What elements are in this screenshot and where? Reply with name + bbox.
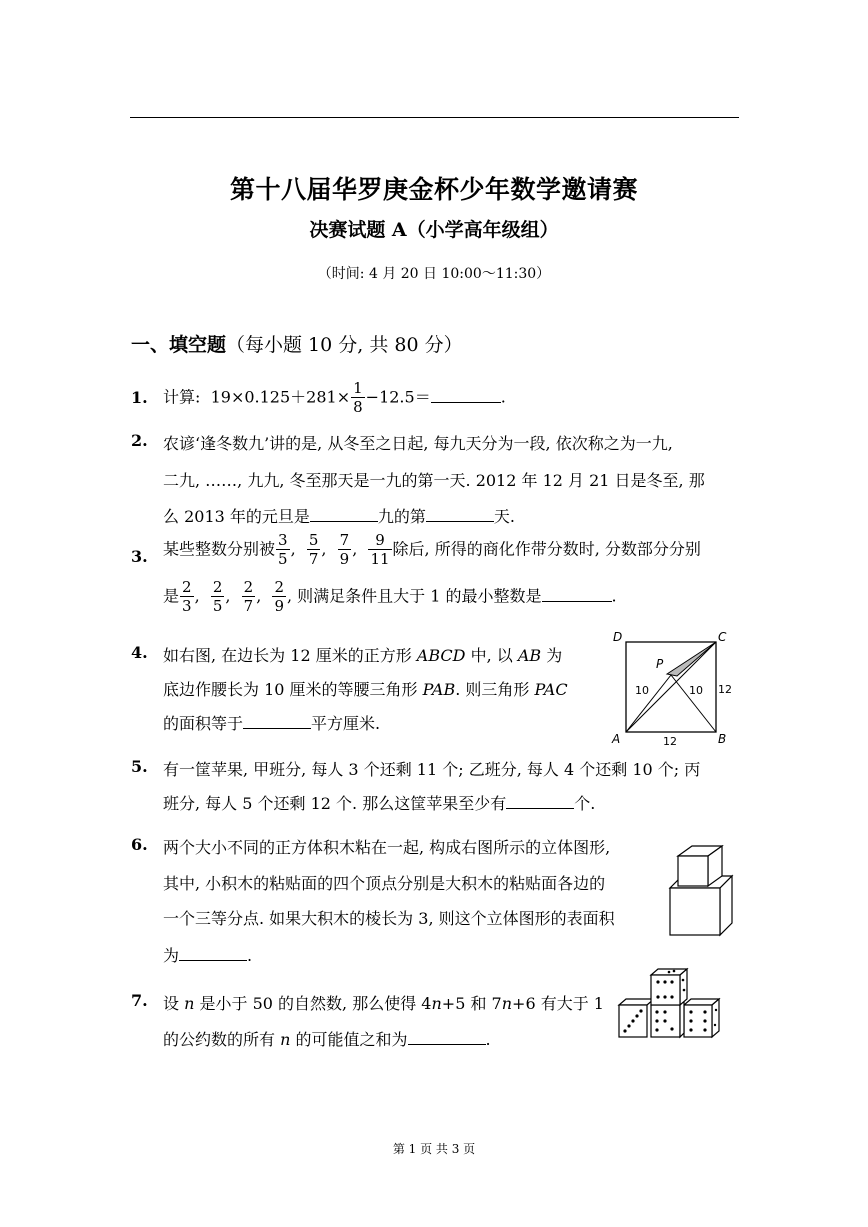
q7-var: n: [184, 994, 195, 1013]
q2-line-3: [163, 504, 515, 527]
denominator: 9: [339, 550, 350, 568]
denominator: 7: [243, 597, 254, 615]
fraction: [242, 580, 256, 614]
denominator: 3: [182, 597, 192, 615]
label-a: A: [612, 732, 621, 746]
q3-end: .: [611, 586, 617, 606]
q3-line-1: 某些整数分别被 $\frac{3}{5}$ , $\frac{5}{7}$ , $\frac{7}{9}$ , $\frac{9}{11}$ 除后, 所得的商化作带分数时, 分数部分分别: [163, 531, 701, 568]
q7-line-2: [163, 1027, 491, 1050]
numerator: 7: [339, 531, 350, 549]
q4-var: ABCD: [416, 646, 466, 665]
q5-text: 班分, 每人 5 个还剩 12 个. 那么这筐苹果至少有: [163, 794, 507, 813]
numerator: 2: [182, 578, 192, 596]
q6-line-1: 两个大小不同的正方体积木粘在一起, 构成右图所示的立体图形,: [163, 838, 611, 857]
fraction: [351, 381, 365, 415]
q7-line-1: [163, 991, 604, 1014]
numerator: 2: [212, 578, 223, 596]
question-number: 5.: [131, 757, 148, 776]
die-left-top: [619, 999, 654, 1005]
q6-line-2: 其中, 小积木的粘贴面的四个顶点分别是大积木的粘贴面各边的: [163, 874, 606, 893]
label-c: C: [718, 630, 727, 644]
denominator: 9: [274, 597, 284, 615]
fraction: [180, 580, 194, 614]
small-cube-front: [678, 856, 708, 886]
question-number: 7.: [131, 991, 148, 1010]
q4-text: 底边作腰长为 10 厘米的等腰三角形: [163, 680, 423, 699]
numerator: 3: [278, 531, 288, 549]
denominator: 5: [212, 597, 223, 615]
q6-line-4: [163, 943, 252, 966]
label-pb-length: 10: [689, 684, 703, 697]
q5-line-1: 有一筐苹果, 甲班分, 每人 3 个还剩 11 个; 乙班分, 每人 4 个还剩 10 个; 丙: [163, 760, 701, 779]
numerator: 2: [274, 578, 284, 596]
q6-text: .: [247, 946, 253, 965]
q7-text: +5 和 7: [441, 994, 502, 1013]
q2-text: 么 2013 年的元旦是: [163, 507, 310, 526]
q7-text: 的公约数的所有: [163, 1030, 281, 1049]
q2-text: 九的第: [377, 507, 426, 526]
q3-text: 除后, 所得的商化作带分数时, 分数部分分别: [392, 539, 701, 559]
q4-line-2: [163, 677, 568, 700]
die-middle-top-side: [680, 969, 687, 1005]
die-middle-bottom-side: [680, 1001, 684, 1037]
question-number: 6.: [131, 835, 148, 854]
q4-text: . 则三角形: [455, 680, 535, 699]
top-rule: [130, 117, 739, 118]
q4-text: 为: [541, 646, 563, 665]
q7-text: .: [485, 1030, 491, 1049]
q1-line: [163, 381, 506, 415]
fraction: [307, 533, 321, 567]
question-number: 3.: [131, 547, 148, 566]
numerator: 9: [368, 533, 391, 550]
question-number: 1.: [131, 388, 148, 407]
q4-var: PAB: [422, 680, 456, 699]
denominator: 8: [353, 398, 363, 416]
figure-stacked-cubes: [662, 838, 742, 943]
q2-text: 天.: [493, 507, 516, 526]
die-middle-top-front: [651, 975, 680, 1005]
numerator: 2: [243, 578, 254, 596]
answer-blank[interactable]: [506, 791, 574, 809]
q4-line-1: [163, 643, 562, 666]
q4-text: 的面积等于: [163, 714, 244, 733]
big-cube-front: [670, 888, 720, 935]
fraction: [338, 533, 352, 567]
answer-blank[interactable]: [243, 711, 311, 729]
label-base-length: 12: [663, 735, 677, 748]
exam-subtitle: 决赛试题 A（小学高年级组）: [309, 219, 559, 241]
q1-end: .: [500, 387, 506, 407]
fraction: [272, 580, 286, 614]
q7-text: 的可能值之和为: [290, 1030, 408, 1049]
numerator: 5: [308, 531, 319, 549]
q5-text: 个.: [574, 794, 596, 813]
label-p: P: [656, 657, 664, 671]
answer-blank[interactable]: [310, 504, 378, 522]
q1-expr-part1: 19×0.125＋281×: [210, 387, 351, 407]
q1-text-prefix: 计算:: [163, 387, 201, 407]
section-title: 一、填空题: [131, 334, 227, 356]
q5-line-2: [163, 791, 595, 814]
denominator: 5: [278, 550, 288, 568]
denominator: 11: [370, 550, 390, 568]
figure-square-triangle: [608, 628, 738, 748]
answer-blank[interactable]: [179, 943, 247, 961]
fraction: [276, 533, 290, 567]
q4-var: PAC: [534, 680, 568, 699]
q7-var: n: [501, 994, 513, 1013]
q4-line-3: [163, 711, 380, 734]
question-number: 4.: [131, 643, 148, 662]
q4-text: 平方厘米.: [311, 714, 381, 733]
figure-dice: [614, 965, 726, 1043]
exam-time: （时间: 4 月 20 日 10:00～11:30）: [317, 266, 551, 282]
q4-text: 如右图, 在边长为 12 厘米的正方形: [163, 646, 417, 665]
page-footer: 第 1 页 共 3 页: [392, 1142, 476, 1156]
q4-text: 中, 以: [465, 646, 518, 665]
label-side-length: 12: [718, 683, 732, 696]
section-points: （每小题 10 分, 共 80 分）: [226, 334, 463, 356]
die-right-side: [712, 999, 719, 1037]
q2-line-1: 农谚‘逢冬数九’讲的是, 从冬至之日起, 每九天分为一段, 依次称之为一九,: [163, 434, 673, 453]
label-d: D: [613, 630, 623, 644]
q7-text: +6 有大于 1: [512, 994, 604, 1013]
q3-text: 某些整数分别被: [163, 539, 276, 559]
q3-line-2: 是 $\frac{2}{3}$ , $\frac{2}{5}$ , $\frac{2}{7}$ , $\frac{2}{9}$ , 则满足条件且大于 1 的最小整数是 .: [163, 578, 617, 615]
fraction: [368, 533, 391, 567]
q6-line-3: 一个三等分点. 如果大积木的棱长为 3, 则这个立体图形的表面积: [163, 909, 615, 928]
q2-line-2: 二九, ……, 九九, 冬至那天是一九的第一天. 2012 年 12 月 21 日是冬至, 那: [163, 471, 705, 490]
q6-text: 为: [163, 946, 180, 965]
denominator: 7: [308, 550, 319, 568]
q3-text: , 则满足条件且大于 1 的最小整数是: [287, 586, 542, 606]
q4-var: AB: [517, 646, 542, 665]
q7-var: n: [431, 994, 442, 1013]
q7-text: 设: [163, 994, 185, 1013]
fraction: [211, 580, 225, 614]
numerator: 1: [353, 379, 363, 397]
q7-var: n: [280, 1030, 291, 1049]
answer-blank[interactable]: [426, 504, 494, 522]
q7-text: 是小于 50 的自然数, 那么使得 4: [194, 994, 432, 1013]
question-number: 2.: [131, 431, 148, 450]
answer-blank[interactable]: [542, 584, 612, 602]
exam-title: 第十八届华罗庚金杯少年数学邀请赛: [229, 175, 638, 204]
answer-blank[interactable]: [431, 385, 501, 403]
label-pa-length: 10: [635, 684, 649, 697]
q3-text: 是: [163, 586, 180, 606]
q1-expr-part2: −12.5＝: [365, 387, 431, 407]
answer-blank[interactable]: [408, 1027, 486, 1045]
label-b: B: [718, 732, 727, 746]
shaded-triangle-pac: [667, 642, 716, 676]
section-heading: [131, 330, 463, 357]
die-right-front: [684, 1005, 712, 1037]
